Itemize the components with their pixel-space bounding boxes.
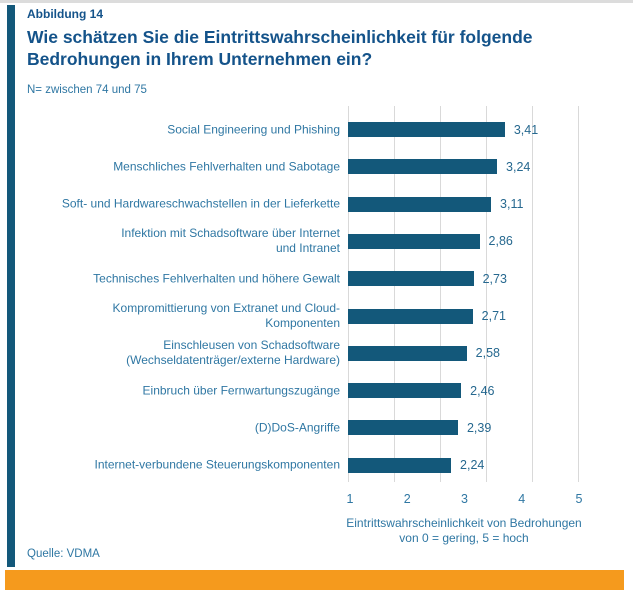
x-axis-caption-line2: von 0 = gering, 5 = hoch [399, 531, 529, 545]
value-label: 2,86 [488, 234, 513, 249]
chart-title [27, 26, 587, 70]
x-tick-label: 2 [403, 492, 411, 506]
bar [348, 420, 458, 435]
bar [348, 309, 473, 324]
category-label: Einbruch über Fernwartungszugänge [142, 383, 340, 398]
category-label: Kompromittierung von Extranet und Cloud- Komponenten [112, 301, 340, 330]
category-label: Soft- und Hardwareschwachstellen in der Lieferkette [61, 196, 340, 211]
value-label: 3,24 [506, 159, 531, 174]
bar [348, 122, 505, 137]
figure-number: Abbildung 14 [27, 7, 103, 21]
bottom-accent-bar [5, 570, 624, 590]
page-top-edge [0, 0, 633, 3]
gridline [578, 106, 579, 482]
value-label: 2,58 [475, 346, 501, 361]
sample-size-note: N= zwischen 74 und 75 [27, 84, 147, 96]
left-accent-bar [7, 5, 15, 567]
chart-title-line2: Bedrohungen in Ihrem Unternehmen ein? [27, 49, 373, 69]
value-label: 2,46 [470, 383, 495, 398]
category-label: Infektion mit Schadsoftware über Internet und Intranet [121, 226, 340, 256]
category-label: Technisches Fehlverhalten und höhere Gewalt [93, 271, 340, 286]
category-label: Social Engineering und Phishing [167, 122, 340, 136]
x-tick-label: 4 [518, 492, 526, 506]
value-label: 2,73 [482, 271, 507, 286]
gridline [532, 106, 533, 482]
bar [348, 159, 497, 174]
category-label: Einschleusen von Schadsoftware (Wechseldatenträger/externe Hardware) [126, 338, 340, 368]
bar [348, 197, 491, 212]
value-label: 2,71 [481, 309, 506, 323]
value-label: 3,11 [500, 197, 524, 212]
bar [348, 346, 467, 361]
value-label: 3,41 [513, 122, 539, 137]
x-tick-label: 1 [346, 492, 354, 506]
bar [348, 234, 480, 249]
x-tick-label: 3 [461, 492, 468, 506]
value-label: 2,39 [466, 420, 492, 435]
value-label: 2,24 [460, 458, 485, 473]
bar [348, 271, 474, 286]
category-label: Internet-verbundene Steuerungskomponenten [94, 457, 340, 472]
x-axis-caption [314, 516, 614, 546]
x-axis-caption-line1: Eintrittswahrscheinlichkeit von Bedrohungen [346, 516, 582, 530]
category-label: Menschliches Fehlverhalten und Sabotage [113, 159, 340, 174]
category-label: (D)DoS-Angriffe [254, 420, 340, 435]
source-note: Quelle: VDMA [27, 548, 100, 560]
bar [348, 458, 451, 473]
chart-title-line1: Wie schätzen Sie die Eintrittswahrscheinlichkeit für folgende [27, 27, 533, 47]
x-tick-label: 5 [575, 492, 583, 506]
bar [348, 383, 461, 398]
